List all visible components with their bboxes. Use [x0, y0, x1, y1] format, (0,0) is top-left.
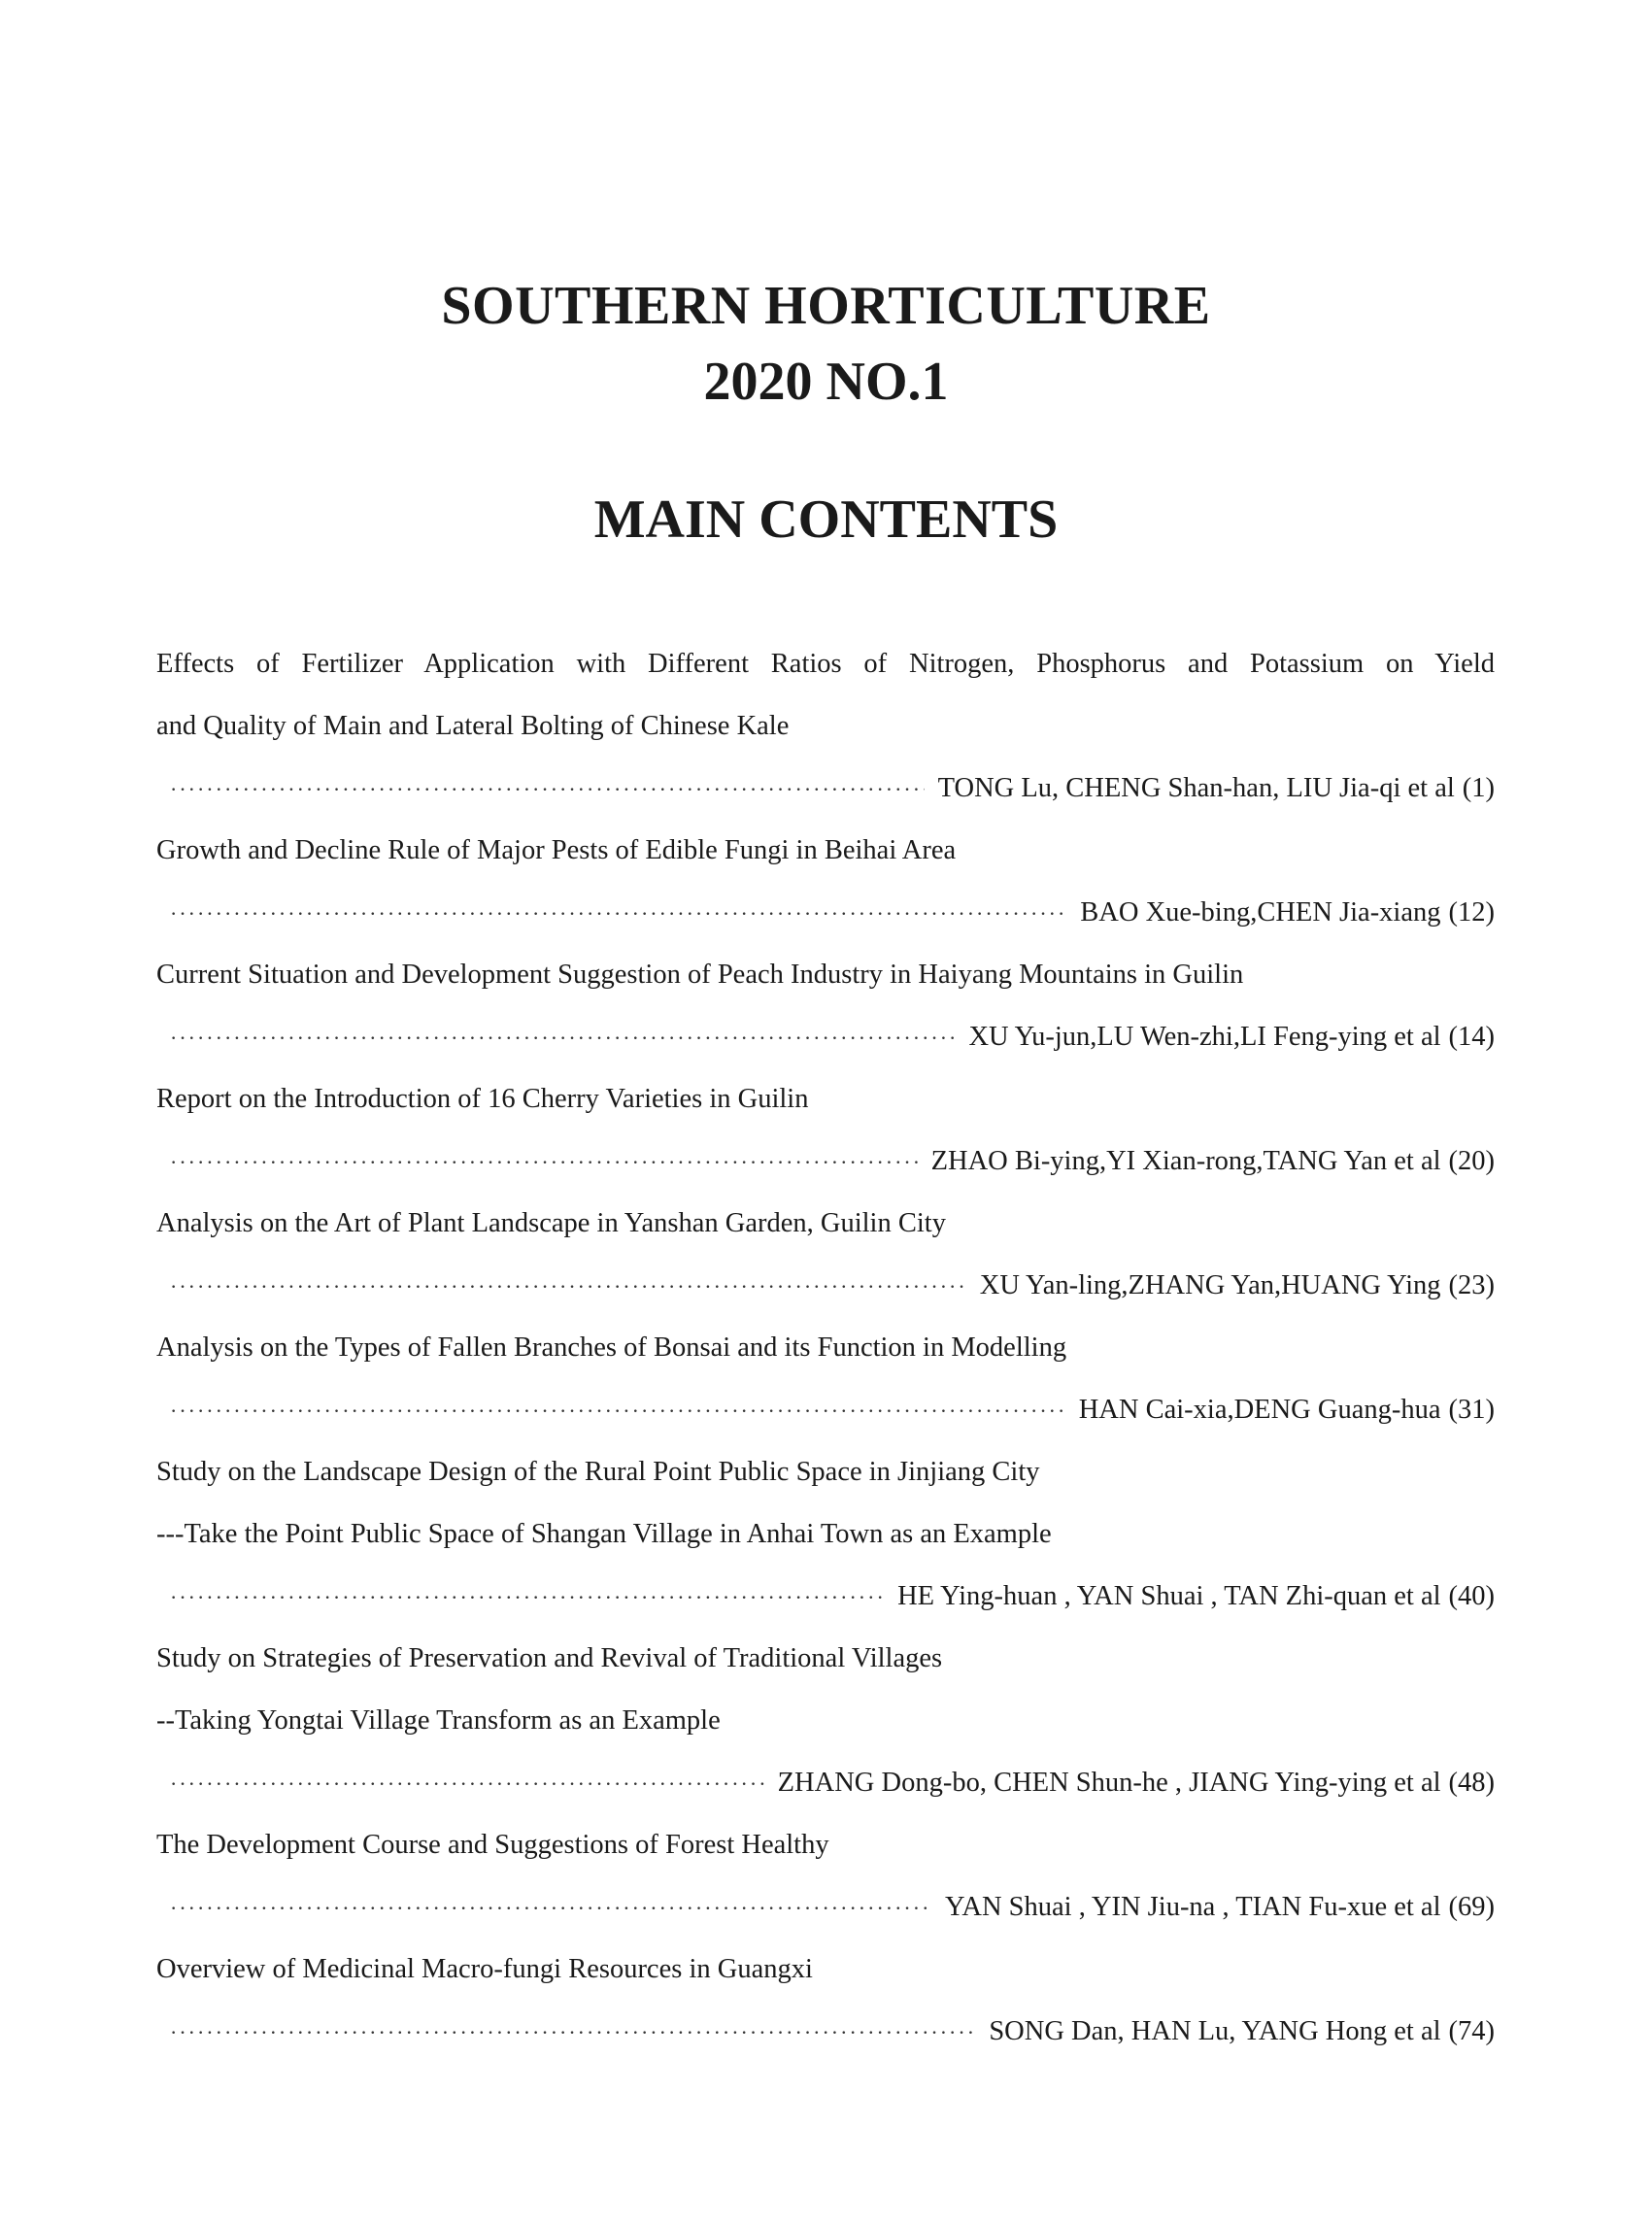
- toc-entry[interactable]: [156, 1193, 1495, 1317]
- article-title-line: Report on the Introduction of 16 Cherry Varieties in Guilin: [156, 1084, 809, 1114]
- toc-entry[interactable]: [156, 1441, 1495, 1628]
- page-number: (69): [1448, 1892, 1495, 1922]
- page-number: (14): [1448, 1022, 1495, 1052]
- article-title-line: Overview of Medicinal Macro-fungi Resources in Guangxi: [156, 1954, 813, 1984]
- dot-leader: [170, 1567, 884, 1629]
- page-number: (20): [1448, 1146, 1495, 1176]
- article-title-line: Current Situation and Development Suggestion of Peach Industry in Haiyang Mountains in Guilin: [156, 960, 1244, 990]
- author-line: [156, 1379, 1495, 1441]
- table-of-contents: [156, 633, 1495, 2063]
- author-line: [156, 1006, 1495, 1068]
- article-authors: TONG Lu, CHENG Shan-han, LIU Jia-qi et al: [937, 773, 1455, 803]
- author-line: [156, 882, 1495, 944]
- author-line: [156, 1566, 1495, 1628]
- contents-heading: MAIN CONTENTS: [593, 489, 1059, 550]
- article-title-line: Study on the Landscape Design of the Rural Point Public Space in Jinjiang City: [156, 1457, 1040, 1487]
- dot-leader: [170, 1131, 918, 1194]
- page-number: (31): [1448, 1395, 1495, 1425]
- dot-leader: [170, 1753, 764, 1815]
- toc-entry[interactable]: [156, 1628, 1495, 1814]
- dot-leader: [170, 1007, 955, 1069]
- author-line: [156, 758, 1495, 820]
- dot-leader: [170, 883, 1066, 945]
- article-title-line: Growth and Decline Rule of Major Pests of Edible Fungi in Beihai Area: [156, 835, 957, 865]
- article-authors: SONG Dan, HAN Lu, YANG Hong et al: [989, 2016, 1441, 2046]
- page-number: (40): [1448, 1581, 1495, 1611]
- toc-entry[interactable]: [156, 633, 1495, 820]
- author-line: [156, 1876, 1495, 1939]
- author-line: [156, 1130, 1495, 1193]
- author-line: [156, 2001, 1495, 2063]
- article-authors: HE Ying-huan , YAN Shuai , TAN Zhi-quan et al: [897, 1581, 1441, 1611]
- toc-entry[interactable]: [156, 1939, 1495, 2063]
- article-title-line: The Development Course and Suggestions of Forest Healthy: [156, 1830, 829, 1860]
- dot-leader: [170, 2002, 975, 2064]
- article-title-line: Study on Strategies of Preservation and Revival of Traditional Villages: [156, 1643, 943, 1673]
- article-authors: ZHAO Bi-ying,YI Xian-rong,TANG Yan et al: [930, 1146, 1441, 1176]
- page-number: (1): [1462, 773, 1495, 803]
- article-authors: HAN Cai-xia,DENG Guang-hua: [1078, 1395, 1441, 1425]
- page-number: (12): [1448, 897, 1495, 928]
- journal-title: SOUTHERN HORTICULTURE: [441, 276, 1211, 336]
- page-number: (74): [1448, 2016, 1495, 2046]
- article-subtitle-line: ---Take the Point Public Space of Shangan Village in Anhai Town as an Example: [156, 1519, 1052, 1549]
- toc-entry[interactable]: [156, 1814, 1495, 1939]
- dot-leader: [170, 1877, 931, 1939]
- article-authors: YAN Shuai , YIN Jiu-na , TIAN Fu-xue et al: [944, 1892, 1441, 1922]
- author-line: [156, 1752, 1495, 1814]
- author-line: [156, 1255, 1495, 1317]
- journal-issue: 2020 NO.1: [703, 352, 949, 412]
- dot-leader: [170, 1380, 1065, 1442]
- page-number: (23): [1448, 1270, 1495, 1300]
- article-subtitle-line: --Taking Yongtai Village Transform as an Example: [156, 1705, 721, 1736]
- article-authors: XU Yu-jun,LU Wen-zhi,LI Feng-ying et al: [968, 1022, 1441, 1052]
- article-authors: ZHANG Dong-bo, CHEN Shun-he , JIANG Ying-ying et al: [777, 1768, 1441, 1798]
- toc-entry[interactable]: [156, 1317, 1495, 1441]
- dot-leader: [170, 759, 925, 821]
- page-number: (48): [1448, 1768, 1495, 1798]
- toc-entry[interactable]: [156, 1068, 1495, 1193]
- article-title-line: Analysis on the Types of Fallen Branches of Bonsai and its Function in Modelling: [156, 1332, 1067, 1363]
- toc-entry[interactable]: [156, 820, 1495, 944]
- article-title-line: Analysis on the Art of Plant Landscape in Yanshan Garden, Guilin City: [156, 1208, 946, 1238]
- toc-entry[interactable]: [156, 944, 1495, 1068]
- article-authors: BAO Xue-bing,CHEN Jia-xiang: [1080, 897, 1441, 928]
- dot-leader: [170, 1256, 966, 1318]
- article-title-line: Effects of Fertilizer Application with Different Ratios of Nitrogen, Phosphorus and Potassium on Yield: [156, 649, 1495, 679]
- article-title-line: and Quality of Main and Lateral Bolting of Chinese Kale: [156, 711, 790, 741]
- article-authors: XU Yan-ling,ZHANG Yan,HUANG Ying: [979, 1270, 1441, 1300]
